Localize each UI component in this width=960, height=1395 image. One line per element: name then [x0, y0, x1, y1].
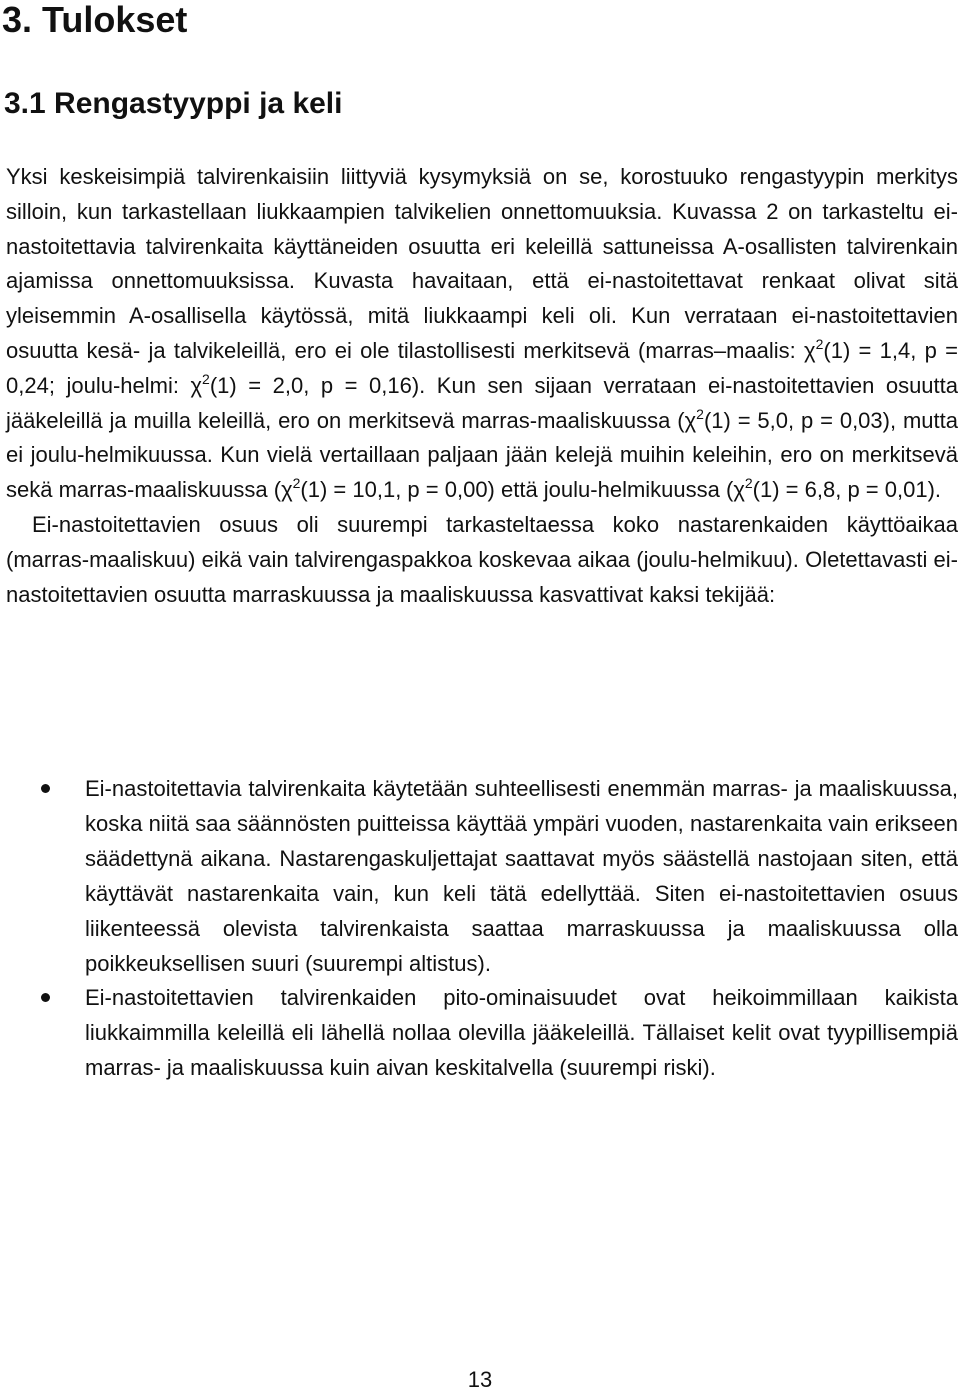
bullet-icon — [41, 784, 50, 793]
paragraph-1-text-5: (1) = 10,1, p = 0,00) että joulu-helmikuussa (χ — [300, 477, 745, 503]
subsection-heading: 3.1 Rengastyyppi ja keli — [4, 87, 343, 120]
body-text — [6, 160, 958, 612]
superscript-2: 2 — [744, 475, 753, 492]
list-item — [6, 772, 958, 981]
paragraph-1-text-3: (1) = 2,0, p = 0,16). Kun sen sijaan verrataan ei-nastoitettavien osuutta jääkeleillä ja muilla keleillä, ero on merkitsevä marras-maaliskuussa (χ — [6, 372, 959, 433]
paragraph-2: Ei-nastoitettavien osuus oli suurempi tarkasteltaessa koko nastarenkaiden käyttöaikaa (marras-maaliskuu) eikä vain talvirengaspakkoa koskevaa aikaa (joulu-helmikuu). Oletettavasti ei-nastoitettavien osuutta marraskuussa ja maaliskuussa kasvattivat kaksi tekijää: — [6, 511, 958, 607]
superscript-2: 2 — [202, 370, 210, 387]
bullet-icon — [41, 993, 50, 1002]
bullet-list — [6, 772, 958, 1086]
paragraph-1-text-1: Yksi keskeisimpiä talvirenkaisiin liittyviä kysymyksiä on se, korostuuko rengastyypin merkitys silloin, kun tarkastellaan liukkaampien talvikelien onnettomuuksia. Kuvassa 2 on tarkasteltu ei-nastoitettavia talvirenkaita käyttäneiden osuutta eri keleillä sattuneissa A-osallisten talvirenkain ajamissa onnettomuuksissa. Kuvasta havaitaan, että ei-nastoitettavat renkaat olivat sitä yleisemmin A-osallisella käytössä, mitä liukkaampi keli oli. Kun verrataan ei-nastoitettavien osuutta kesä- ja talvikeleillä, ero ei ole tilastollisesti merkitsevä (marras–maalis: χ — [6, 164, 958, 363]
list-item-text: Ei-nastoitettavia talvirenkaita käytetään suhteellisesti enemmän marras- ja maaliskuussa, koska niitä saa säännösten puitteissa käyttää ympäri vuoden, nastarenkaita vain erikseen säädettynä aikana. Nastarengaskuljettajat saattavat myös säästellä nastojaan siten, että käyttävät nastarenkaita vain, kun keli tätä edellyttää. Siten ei-nastoitettavien osuus liikenteessä olevista talvirenkaista saattaa marraskuussa ja maaliskuussa olla poikkeuksellisen suuri (suurempi altistus). — [85, 776, 958, 976]
page-number: 13 — [467, 1367, 493, 1392]
list-item — [6, 981, 958, 1086]
paragraph-1-text-4: (1) = 5,0, p = 0,03), mutta ei joulu-helmikuussa. Kun vielä vertaillaan paljaan jään kelejä muihin keleihin, ero on merkitsevä sekä marras-maaliskuussa (χ — [6, 407, 958, 503]
section-heading: 3. Tulokset — [2, 0, 188, 40]
paragraph-1 — [6, 160, 958, 508]
superscript-2: 2 — [815, 335, 824, 352]
paragraph-1-text-6: (1) = 6,8, p = 0,01). — [752, 477, 942, 503]
superscript-2: 2 — [292, 475, 301, 492]
paragraph-1-text-2: (1) = 1,4, p = 0,24; joulu-helmi: χ — [6, 337, 959, 398]
list-item-text: Ei-nastoitettavien talvirenkaiden pito-ominaisuudet ovat heikoimmillaan kaikista liukkaimmilla keleillä eli lähellä nollaa olevilla jääkeleillä. Tällaiset kelit ovat tyypillisempiä marras- ja maaliskuussa kuin aivan keskitalvella (suurempi riski). — [85, 985, 958, 1081]
superscript-2: 2 — [696, 405, 704, 422]
